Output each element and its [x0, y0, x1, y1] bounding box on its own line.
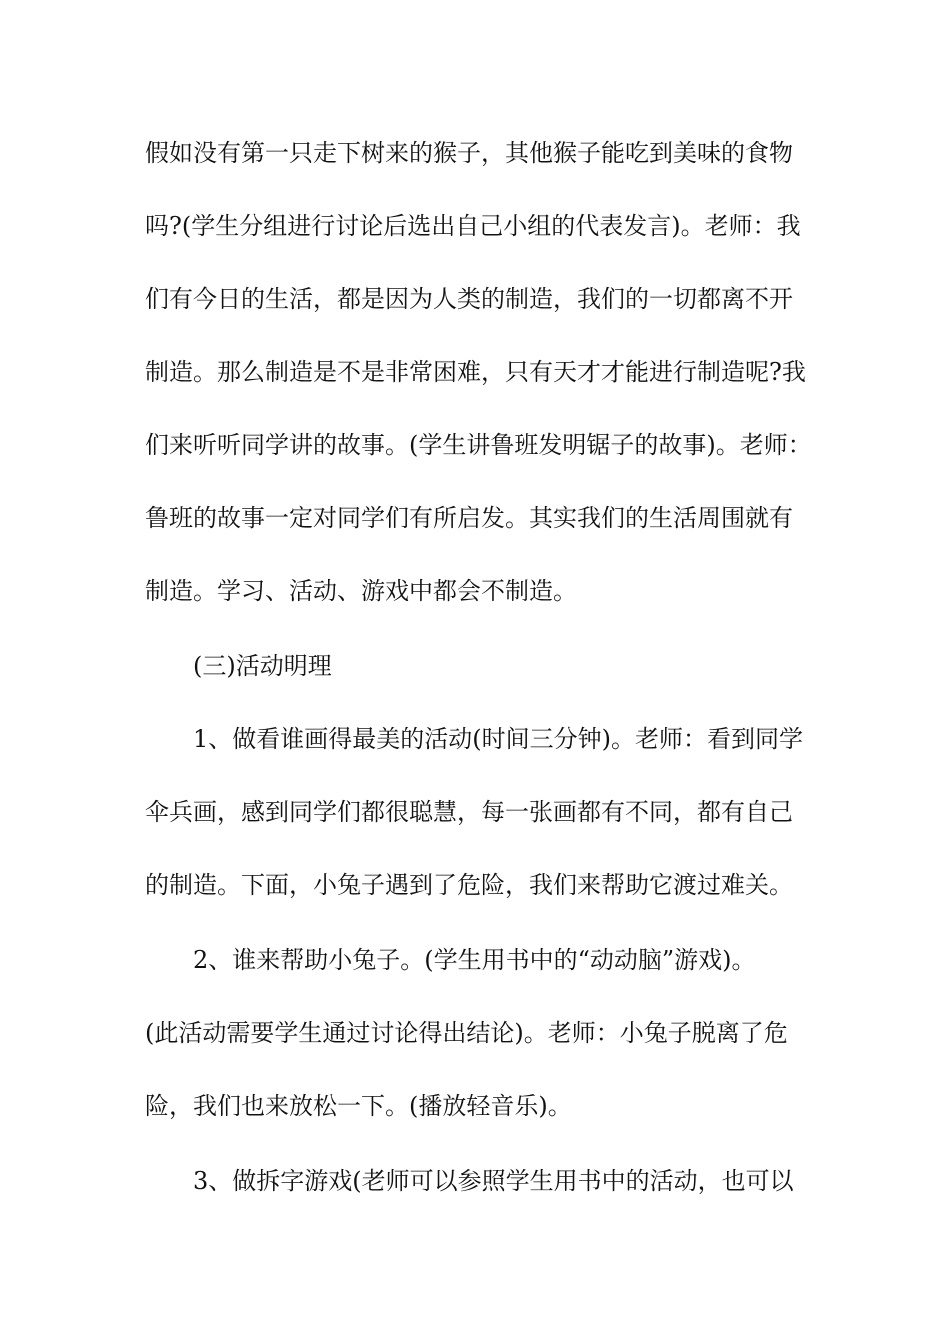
- text-line-13: (此活动需要学生通过讨论得出结论)。老师：小兔子脱离了危: [145, 1019, 788, 1047]
- text-line-15: 3、做拆字游戏(老师可以参照学生用书中的活动，也可以: [193, 1167, 794, 1195]
- text-line-2: 吗?(学生分组进行讨论后选出自己小组的代表发言)。老师：我: [145, 212, 801, 240]
- text-line-14: 险，我们也来放松一下。(播放轻音乐)。: [145, 1092, 572, 1120]
- text-line-10: 伞兵画，感到同学们都很聪慧，每一张画都有不同，都有自己: [145, 798, 793, 826]
- text-line-11: 的制造。下面，小兔子遇到了危险，我们来帮助它渡过难关。: [145, 871, 793, 899]
- text-line-4: 制造。那么制造是不是非常困难，只有天才才能进行制造呢?我: [145, 358, 806, 386]
- text-line-7: 制造。学习、活动、游戏中都会不制造。: [145, 577, 577, 605]
- text-line-1: 假如没有第一只走下树来的猴子，其他猴子能吃到美味的食物: [145, 139, 793, 167]
- section-heading: (三)活动明理: [193, 652, 332, 680]
- text-line-3: 们有今日的生活，都是因为人类的制造，我们的一切都离不开: [145, 285, 793, 313]
- text-line-5: 们来听听同学讲的故事。(学生讲鲁班发明锯子的故事)。老师：: [145, 431, 812, 459]
- text-line-6: 鲁班的故事一定对同学们有所启发。其实我们的生活周围就有: [145, 504, 793, 532]
- text-line-9: 1、做看谁画得最美的活动(时间三分钟)。老师：看到同学: [193, 725, 803, 753]
- text-line-12: 2、谁来帮助小兔子。(学生用书中的“动动脑”游戏)。: [193, 946, 756, 974]
